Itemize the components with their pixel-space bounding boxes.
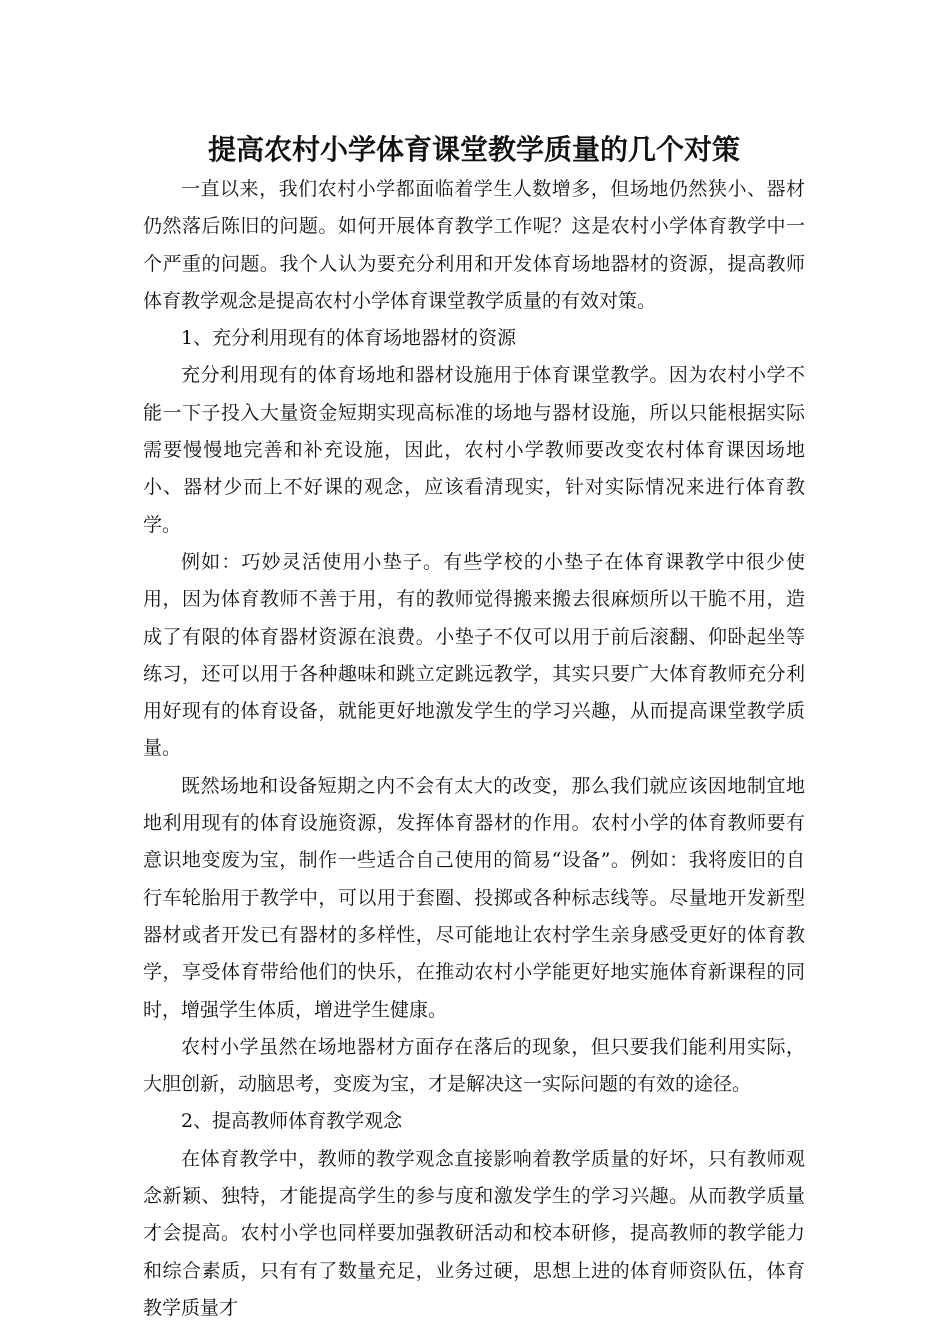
section-1-paragraph-1: 充分利用现有的体育场地和器材设施用于体育课堂教学。因为农村小学不能一下子投入大量资金短期实现高标准的场地与器材设施，所以只能根据实际需要慢慢地完善和补充设施，因此，农村小学教师要改变农村体育课因场地小、器材少而上不好课的观念，应该看清现实，针对实际情况来进行体育教学。 [143, 364, 805, 536]
intro-paragraph: 一直以来，我们农村小学都面临着学生人数增多，但场地仍然狭小、器材仍然落后陈旧的问题。如何开展体育教学工作呢？这是农村小学体育教学中一个严重的问题。我个人认为要充分利用和开发体育场地器材的资源，提高教师体育教学观念是提高农村小学体育课堂教学质量的有效对策。 [143, 178, 805, 312]
section-heading-1: 1、充分利用现有的体育场地器材的资源 [181, 327, 517, 350]
section-1-paragraph-2: 例如：巧妙灵活使用小垫子。有些学校的小垫子在体育课教学中很少使用，因为体育教师不善于用，有的教师觉得搬来搬去很麻烦所以干脆不用，造成了有限的体育器材资源在浪费。小垫子不仅可以用于前后滚翻、仰卧起坐等练习，还可以用于各种趣味和跳立定跳远教学，其实只要广大体育教师充分利用好现有的体育设备，就能更好地激发学生的学习兴趣，从而提高课堂教学质量。 [143, 550, 805, 760]
section-heading-2: 2、提高教师体育教学观念 [181, 1110, 403, 1133]
section-1-paragraph-3: 既然场地和设备短期之内不会有太大的改变，那么我们就应该因地制宜地地利用现有的体育设施资源，发挥体育器材的作用。农村小学的体育教师要有意识地变废为宝，制作一些适合自己使用的简易“设备”。例如：我将废旧的自行车轮胎用于教学中，可以用于套圈、投掷或各种标志线等。尽量地开发新型器材或者开发已有器材的多样性，尽可能地让农村学生亲身感受更好的体育教学，享受体育带给他们的快乐，在推动农村小学能更好地实施体育新课程的同时，增强学生体质，增进学生健康。 [143, 774, 805, 1021]
document-body [143, 129, 805, 1327]
section-1-paragraph-4: 农村小学虽然在场地器材方面存在落后的现象，但只要我们能利用实际，大胆创新，动脑思考，变废为宝，才是解决这一实际问题的有效的途径。 [143, 1035, 805, 1096]
document-title: 提高农村小学体育课堂教学质量的几个对策 [207, 133, 740, 166]
section-2-paragraph-1: 在体育教学中，教师的教学观念直接影响着教学质量的好坏，只有教师观念新颖、独特，才能提高学生的参与度和激发学生的学习兴趣。从而教学质量才会提高。农村小学也同样要加强教研活动和校本研修，提高教师的教学能力和综合素质，只有有了数量充足，业务过硬，思想上进的体育师资队伍，体育教学质量才 [143, 1147, 805, 1319]
